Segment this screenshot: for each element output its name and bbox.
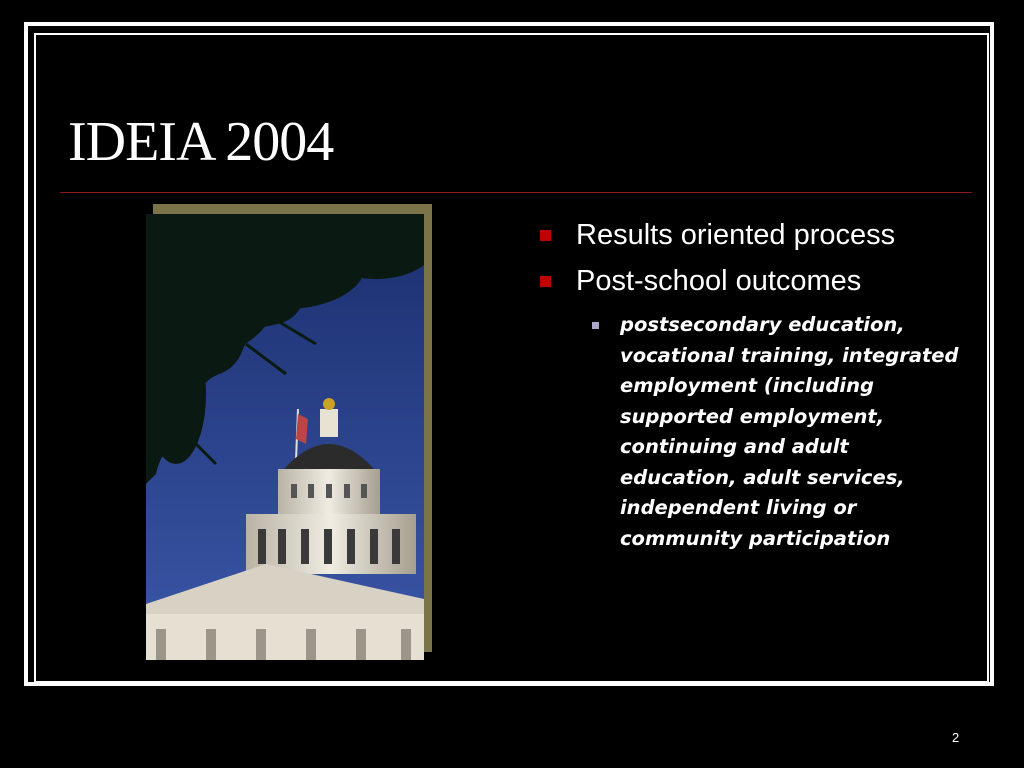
red-square-bullet-icon xyxy=(540,230,551,241)
bullet-text: Post-school outcomes xyxy=(576,265,862,297)
title-underline xyxy=(60,192,972,193)
page-number: 2 xyxy=(952,730,960,745)
bullet-list xyxy=(538,212,978,554)
capitol-photo xyxy=(146,204,432,658)
sub-bullet-text: postsecondary education, vocational training, integrated employment (including supported employment, continuing and adult education, adult services, independent living or community participation xyxy=(620,313,959,550)
capitol-dome-image xyxy=(146,214,424,660)
bullet-item xyxy=(538,212,978,258)
sub-bullet-item xyxy=(538,310,960,554)
bullet-text: Results oriented process xyxy=(576,219,896,251)
red-square-bullet-icon xyxy=(540,276,551,287)
lavender-square-bullet-icon xyxy=(592,322,599,329)
slide-title: IDEIA 2004 xyxy=(68,111,334,173)
bullet-item xyxy=(538,258,978,304)
